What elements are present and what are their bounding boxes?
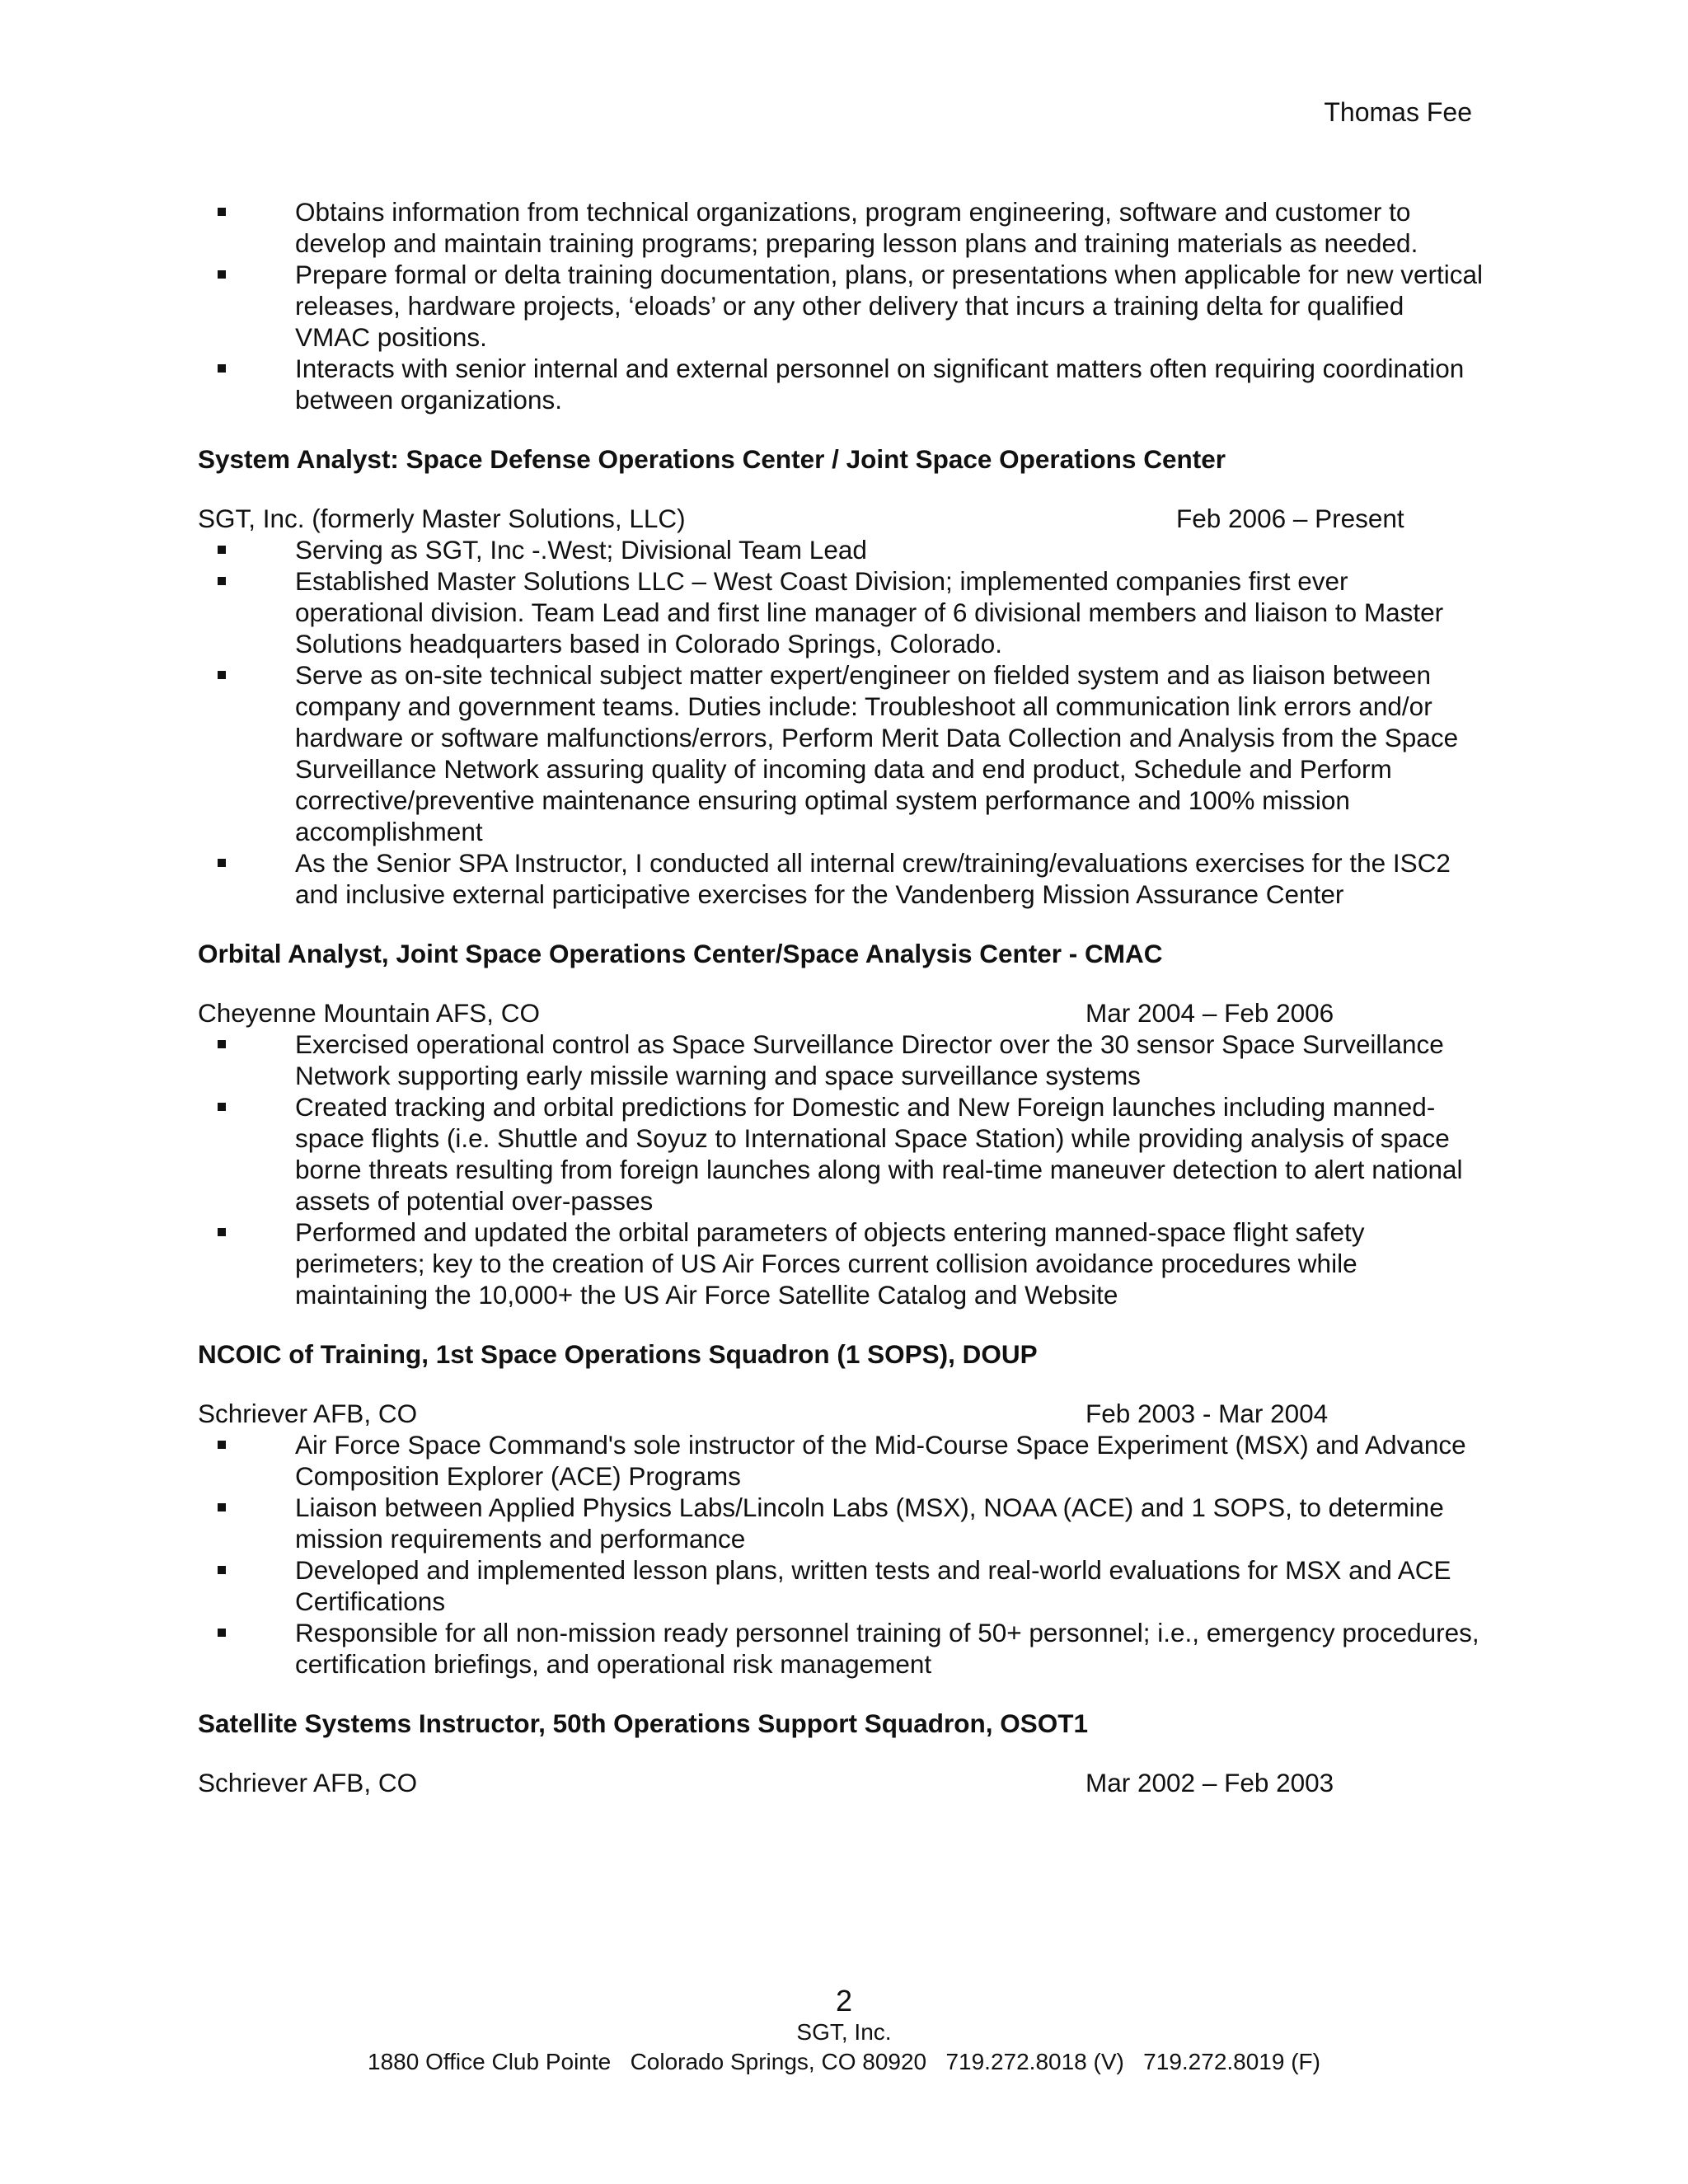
job-organization: Schriever AFB, CO bbox=[198, 1399, 418, 1428]
list-item: Serve as on-site technical subject matter expert/engineer on fielded system and as liaison between company and government teams. Duties include: Troubleshoot all communication link errors and/or hardware or software malfunctions/errors, Perform Merit Data Collection and Analysis from the Space Surveillance Network assuring quality of incoming data and end product, Schedule and Perform corrective/preventive maintenance ensuring optimal system performance and 100% mission accomplishment bbox=[295, 659, 1484, 847]
list-item: Prepare formal or delta training documentation, plans, or presentations when applicable for new vertical releases, hardware projects, ‘eloads’ or any other delivery that incurs a training delta for qualified VMAC positions. bbox=[295, 260, 1484, 352]
job-meta bbox=[198, 1398, 1484, 1429]
intro-bullet-list bbox=[198, 196, 1484, 415]
list-item: Created tracking and orbital predictions for Domestic and New Foreign launches including manned-space flights (i.e. Shuttle and Soyuz to International Space Station) while providing analysis of space borne threats resulting from foreign launches along with real-time maneuver detection to alert national assets of potential over-passes bbox=[295, 1091, 1484, 1216]
job-section-satellite-instructor bbox=[198, 1708, 1484, 1798]
job-organization: SGT, Inc. (formerly Master Solutions, LLC) bbox=[198, 504, 686, 533]
page-footer bbox=[0, 1985, 1688, 2077]
footer-address: 1880 Office Club Pointe Colorado Springs, CO 80920 719.272.8018 (V) 719.272.8019 (F) bbox=[368, 2049, 1320, 2074]
list-item: Established Master Solutions LLC – West Coast Division; implemented companies first ever operational division. Team Lead and first line manager of 6 divisional members and liaison to Master Solutions headquarters based in Colorado Springs, Colorado. bbox=[295, 565, 1484, 659]
list-item: Developed and implemented lesson plans, written tests and real-world evaluations for MSX and ACE Certifications bbox=[295, 1554, 1484, 1617]
header-name: Thomas Fee bbox=[1324, 97, 1472, 127]
footer-company: SGT, Inc. bbox=[796, 2019, 892, 2045]
list-item: Performed and updated the orbital parameters of objects entering manned-space flight safety perimeters; key to the creation of US Air Forces current collision avoidance procedures while maintaining the 10,000+ the US Air Force Satellite Catalog and Website bbox=[295, 1216, 1484, 1310]
list-item: As the Senior SPA Instructor, I conducted all internal crew/training/evaluations exercises for the ISC2 and inclusive external participative exercises for the Vandenberg Mission Assurance Center bbox=[295, 847, 1484, 910]
list-item: Responsible for all non-mission ready personnel training of 50+ personnel; i.e., emergency procedures, certification briefings, and operational risk management bbox=[295, 1617, 1484, 1680]
page-number: 2 bbox=[835, 1984, 853, 2018]
job-bullet-list bbox=[198, 534, 1484, 910]
job-section-orbital-analyst bbox=[198, 938, 1484, 1310]
list-item: Air Force Space Command's sole instructor of the Mid-Course Space Experiment (MSX) and Advance Composition Explorer (ACE) Programs bbox=[295, 1429, 1484, 1492]
resume-body bbox=[198, 196, 1484, 1798]
job-dates: Mar 2002 – Feb 2003 bbox=[1085, 1768, 1334, 1797]
job-section-system-analyst bbox=[198, 443, 1484, 910]
job-bullet-list bbox=[198, 1029, 1484, 1310]
job-organization: Schriever AFB, CO bbox=[198, 1768, 418, 1797]
job-organization: Cheyenne Mountain AFS, CO bbox=[198, 998, 540, 1028]
job-meta bbox=[198, 1767, 1484, 1798]
job-dates: Feb 2006 – Present bbox=[1176, 504, 1404, 533]
job-section-ncoic-training bbox=[198, 1338, 1484, 1680]
list-item: Serving as SGT, Inc -.West; Divisional Team Lead bbox=[295, 534, 1484, 565]
job-title: NCOIC of Training, 1st Space Operations Squadron (1 SOPS), DOUP bbox=[198, 1339, 1038, 1369]
job-title: Satellite Systems Instructor, 50th Operations Support Squadron, OSOT1 bbox=[198, 1708, 1088, 1738]
job-bullet-list bbox=[198, 1429, 1484, 1680]
list-item: Exercised operational control as Space Surveillance Director over the 30 sensor Space Surveillance Network supporting early missile warning and space surveillance systems bbox=[295, 1029, 1484, 1091]
job-meta bbox=[198, 503, 1484, 534]
list-item: Interacts with senior internal and external personnel on significant matters often requiring coordination between organizations. bbox=[295, 353, 1484, 415]
job-dates: Feb 2003 - Mar 2004 bbox=[1085, 1399, 1329, 1428]
job-title: System Analyst: Space Defense Operations Center / Joint Space Operations Center bbox=[198, 444, 1226, 474]
job-dates: Mar 2004 – Feb 2006 bbox=[1085, 998, 1334, 1028]
list-item: Obtains information from technical organizations, program engineering, software and customer to develop and maintain training programs; preparing lesson plans and training materials as needed. bbox=[295, 196, 1484, 259]
job-meta bbox=[198, 997, 1484, 1029]
job-title: Orbital Analyst, Joint Space Operations Center/Space Analysis Center - CMAC bbox=[198, 939, 1163, 968]
list-item: Liaison between Applied Physics Labs/Lincoln Labs (MSX), NOAA (ACE) and 1 SOPS, to determine mission requirements and performance bbox=[295, 1492, 1484, 1554]
